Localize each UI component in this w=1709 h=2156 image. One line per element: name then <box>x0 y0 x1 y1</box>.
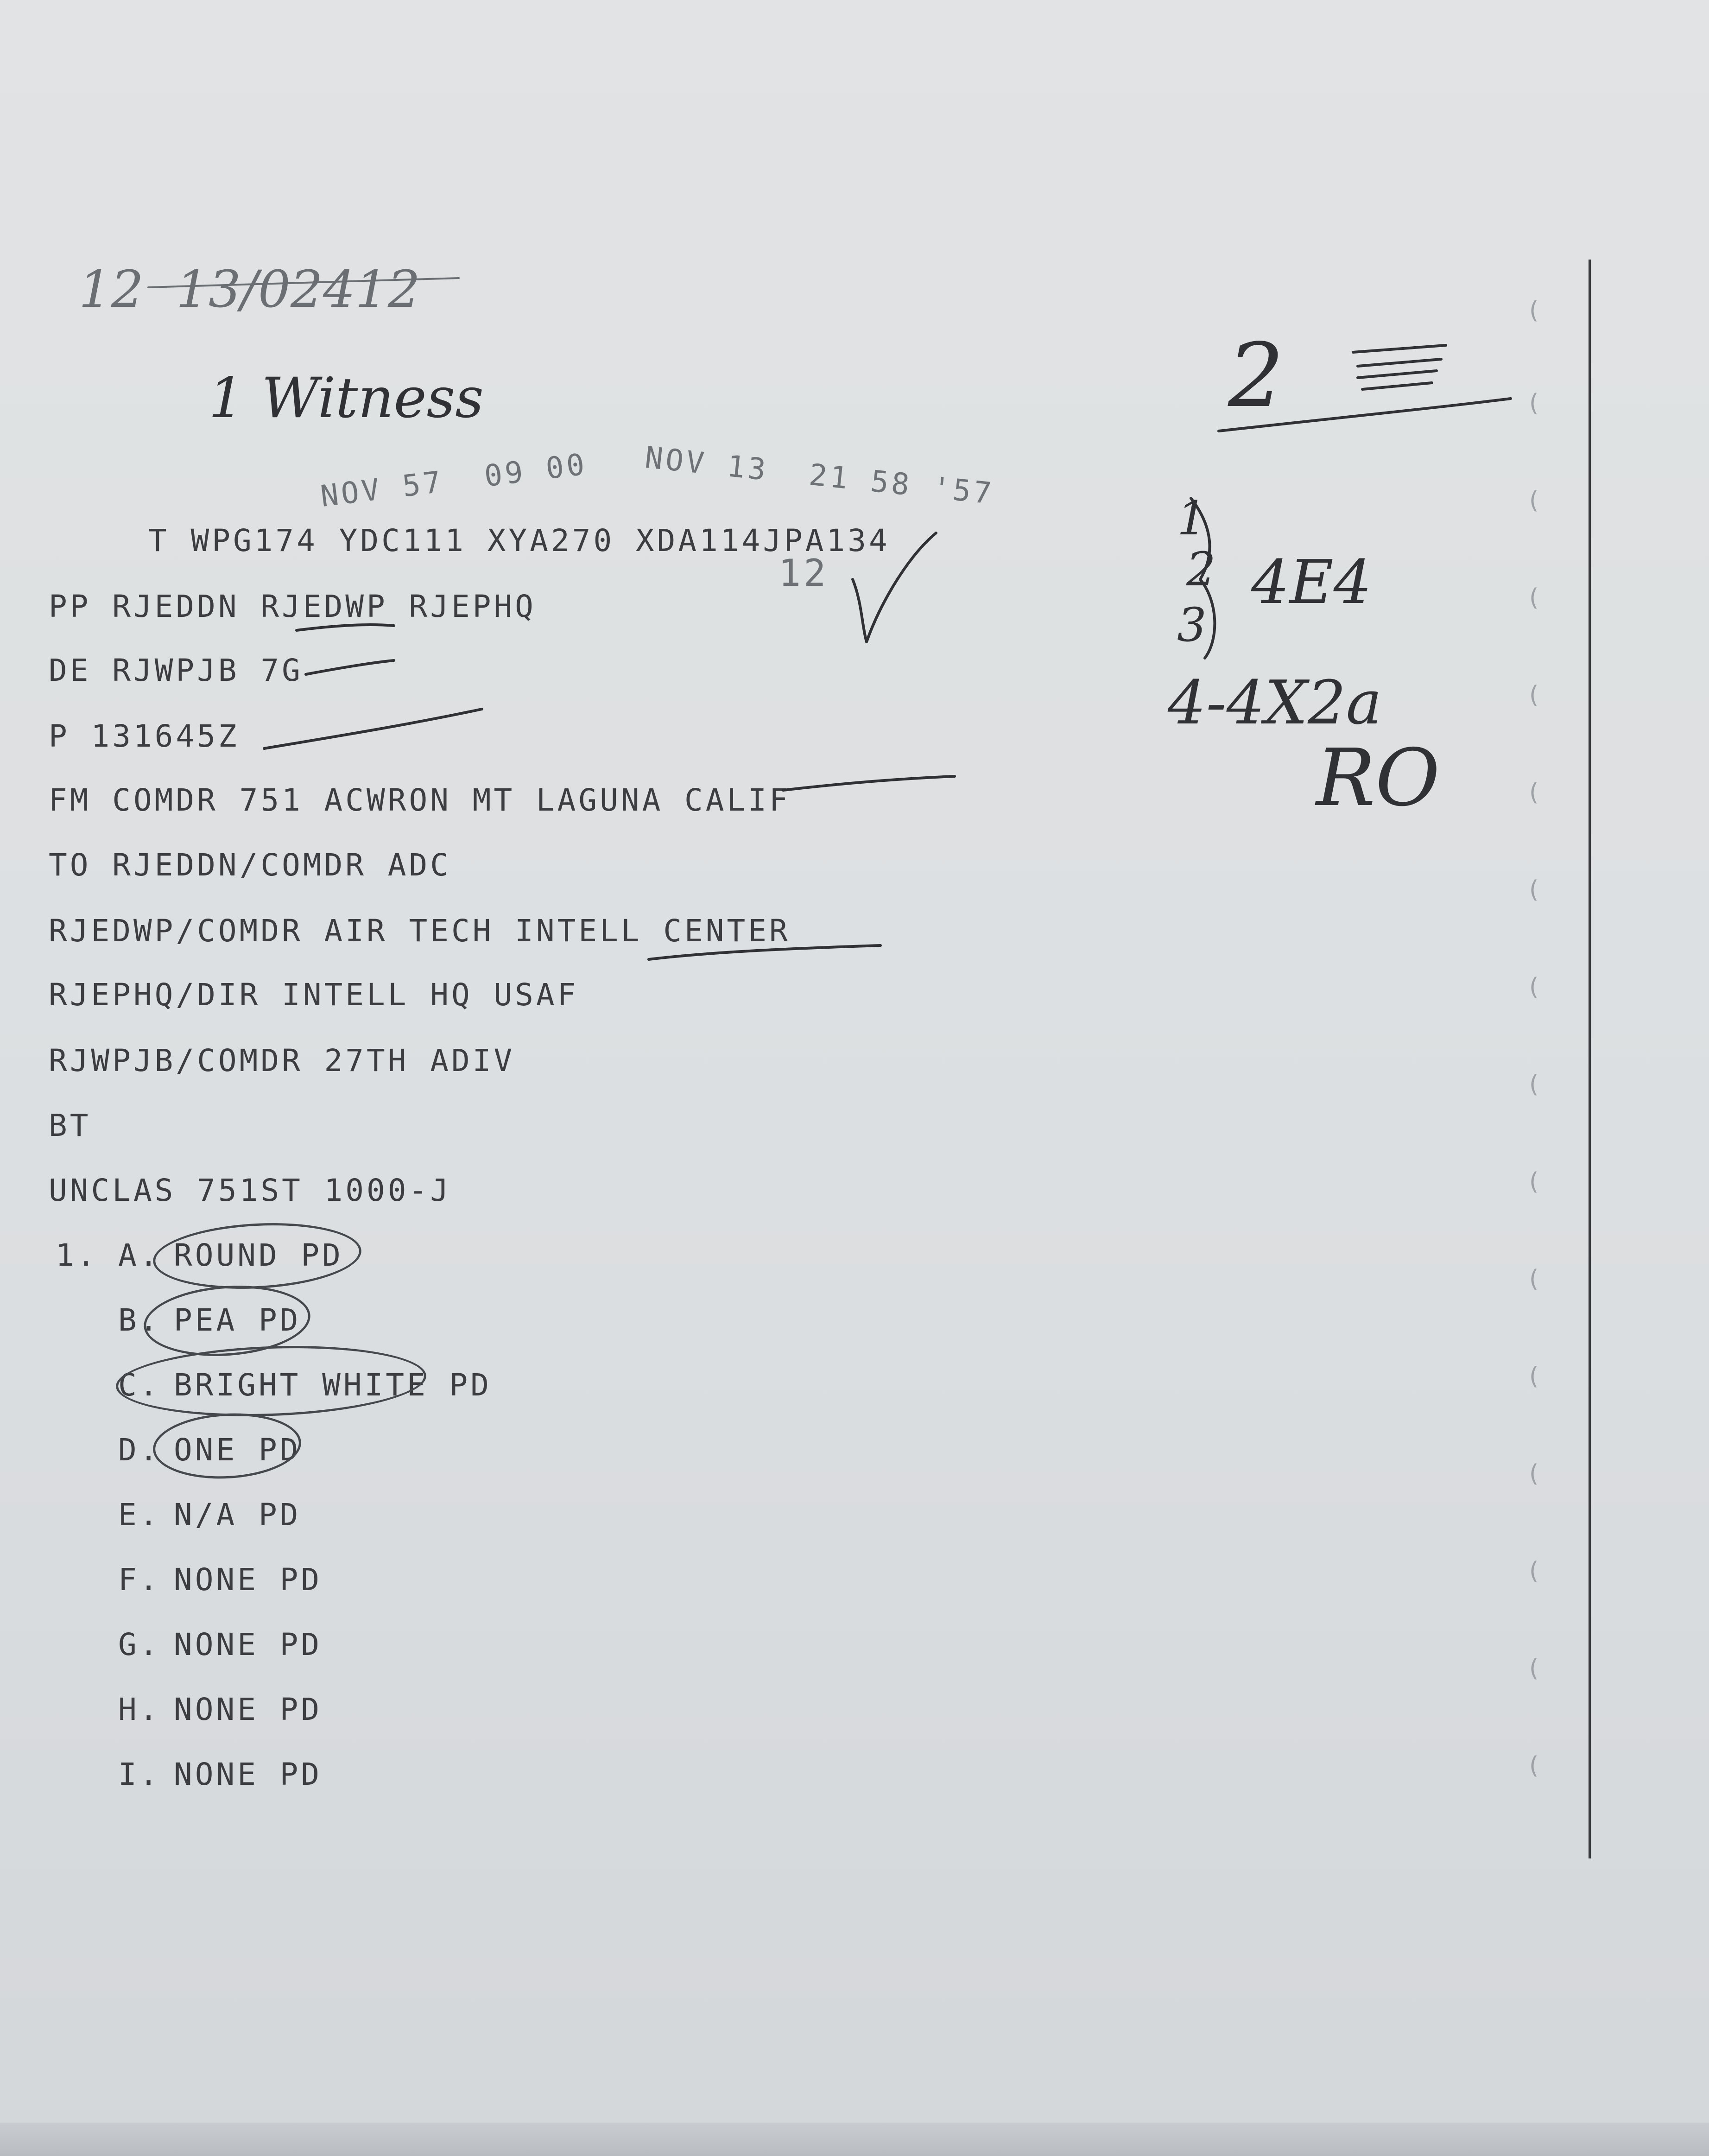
punch-hole-mark: ( <box>1529 876 1539 904</box>
message-line: PP RJEDDN RJEDWP RJEPHQ <box>49 589 536 624</box>
item-text: NONE PD <box>174 1562 323 1598</box>
page-bottom-edge <box>0 2123 1709 2156</box>
punch-hole-mark: ( <box>1529 681 1539 709</box>
message-line: FM COMDR 751 ACWRON MT LAGUNA CALIF <box>49 782 791 818</box>
punch-hole-mark: ( <box>1529 1460 1539 1488</box>
item-text: ONE PD <box>174 1432 301 1468</box>
message-line: RJEPHQ/DIR INTELL HQ USAF <box>49 977 579 1013</box>
message-line: RJWPJB/COMDR 27TH ADIV <box>49 1043 515 1078</box>
item-number: 1. <box>56 1237 98 1273</box>
underline-center <box>649 945 880 959</box>
message-line: DE RJWPJB 7G <box>49 653 303 688</box>
handwritten-page-number: 2 <box>1228 324 1284 427</box>
item-letter: A. <box>118 1237 161 1273</box>
handwritten-code-4-4x2a: 4-4X2a <box>1168 667 1382 738</box>
item-letter: C. <box>118 1367 161 1403</box>
punch-hole-mark: ( <box>1529 1168 1539 1196</box>
punch-hole-mark: ( <box>1529 1557 1539 1585</box>
underline-fm-line <box>783 776 955 790</box>
item-letter: B. <box>118 1302 161 1338</box>
message-line: P 131645Z <box>49 718 240 754</box>
item-text: NONE PD <box>174 1692 323 1727</box>
item-letter: G. <box>118 1627 161 1662</box>
punch-hole-mark: ( <box>1529 1071 1539 1098</box>
handwritten-bracket <box>1191 498 1215 658</box>
underline-page-number <box>1219 399 1511 431</box>
message-header-line: T WPG174 YDC111 XYA270 XDA114JPA134 <box>148 523 890 558</box>
item-letter: I. <box>118 1757 161 1792</box>
punch-hole-mark: ( <box>1529 487 1539 514</box>
punch-hole-mark: ( <box>1529 1265 1539 1293</box>
punch-hole-mark: ( <box>1529 1655 1539 1682</box>
item-letter: D. <box>118 1432 161 1468</box>
underline-rjedwp <box>297 625 394 630</box>
punch-hole-mark: ( <box>1529 389 1539 417</box>
item-text: NONE PD <box>174 1757 323 1792</box>
handwritten-initials: RO <box>1316 732 1440 824</box>
underline-date-time <box>264 709 482 748</box>
item-text: NONE PD <box>174 1627 323 1662</box>
margin-rule-right <box>1589 260 1591 1858</box>
handwritten-list-number-1: 1 <box>1177 491 1207 545</box>
message-line: UNCLAS 751ST 1000-J <box>49 1173 451 1208</box>
handwritten-file-reference: 12 13/02412 <box>79 260 420 319</box>
item-letter: F. <box>118 1562 161 1598</box>
punch-hole-mark: ( <box>1529 779 1539 806</box>
received-stamp-mark: 12 <box>779 552 829 595</box>
punch-hole-mark: ( <box>1529 1363 1539 1390</box>
punch-hole-mark: ( <box>1529 297 1539 324</box>
punch-hole-mark: ( <box>1529 1752 1539 1780</box>
handwritten-witness-count: 1 Witness <box>209 366 484 431</box>
handwritten-code-4e4: 4E4 <box>1251 547 1372 617</box>
check-mark <box>853 533 936 642</box>
item-letter: H. <box>118 1692 161 1727</box>
strike-through-file-ref <box>148 278 459 287</box>
received-stamp-2: NOV 13 21 58 '57 <box>643 440 996 512</box>
handwritten-list-number-3: 3 <box>1177 598 1207 652</box>
item-text: PEA PD <box>174 1302 301 1338</box>
item-text: ROUND PD <box>174 1237 343 1273</box>
item-text: BRIGHT WHITE PD <box>174 1367 492 1403</box>
item-letter: E. <box>118 1497 161 1533</box>
scribble-mark <box>1353 345 1446 389</box>
message-line: BT <box>49 1108 91 1143</box>
underline-de-line <box>306 660 394 674</box>
message-line: TO RJEDDN/COMDR ADC <box>49 847 451 883</box>
handwritten-list-number-2: 2 <box>1186 542 1216 596</box>
received-stamp-1: NOV 57 09 00 <box>318 447 589 514</box>
punch-hole-mark: ( <box>1529 973 1539 1001</box>
punch-hole-mark: ( <box>1529 584 1539 612</box>
item-text: N/A PD <box>174 1497 301 1533</box>
message-line: RJEDWP/COMDR AIR TECH INTELL CENTER <box>49 913 791 949</box>
